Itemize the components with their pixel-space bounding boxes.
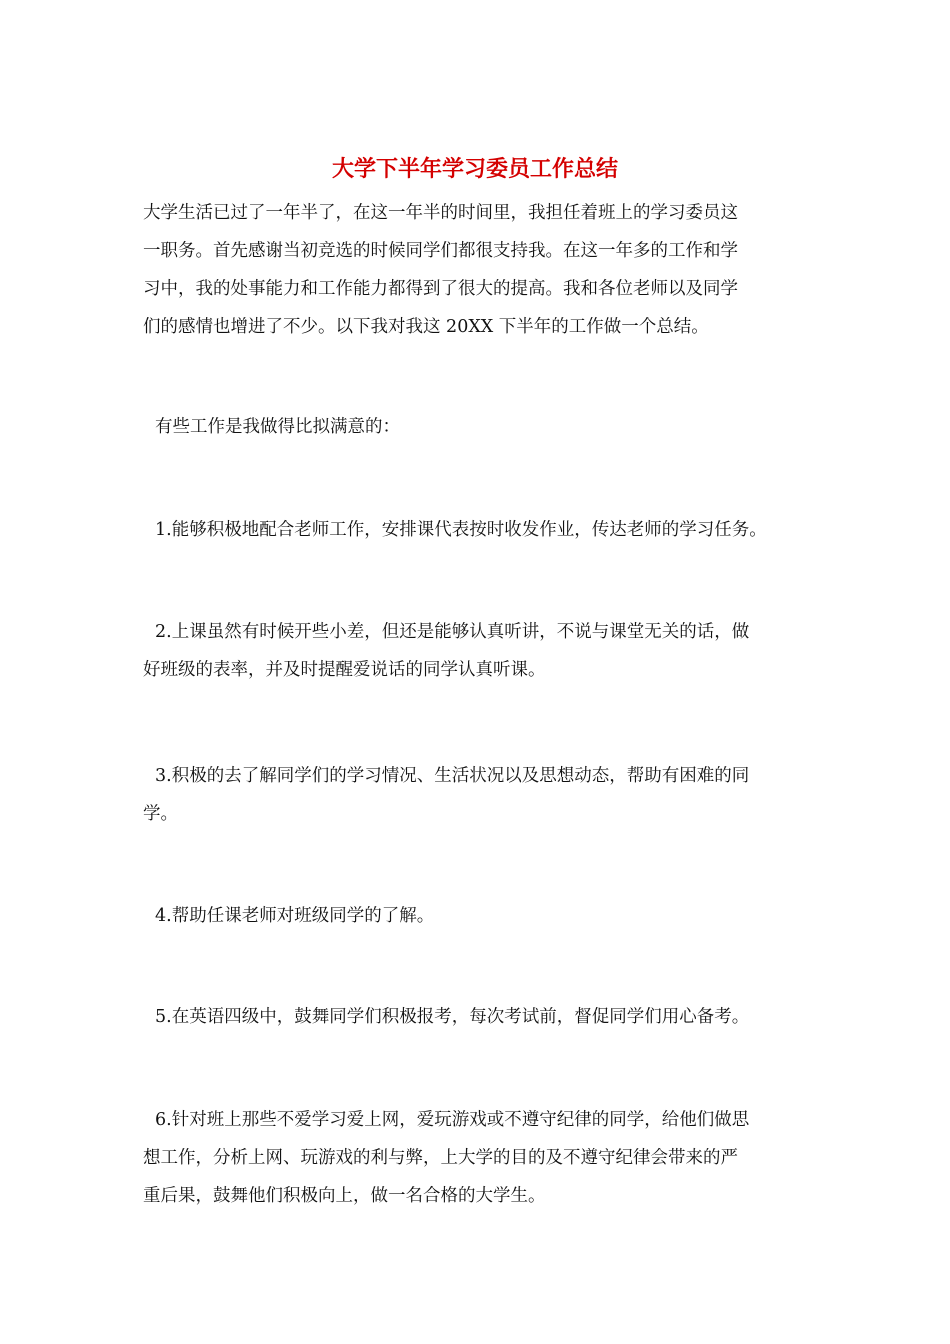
list-item-line: 好班级的表率，并及时提醒爱说话的同学认真听课。: [143, 660, 546, 680]
list-item-line: 1.能够积极地配合老师工作，安排课代表按时收发作业，传达老师的学习任务。: [155, 520, 767, 540]
list-item-line: 重后果，鼓舞他们积极向上，做一名合格的大学生。: [143, 1186, 546, 1206]
satisfied-heading-text: 有些工作是我做得比拟满意的：: [155, 417, 400, 437]
satisfied-heading: [143, 408, 823, 446]
list-item-line: 5.在英语四级中，鼓舞同学们积极报考，每次考试前，督促同学们用心备考。: [155, 1007, 750, 1027]
list-item-3: [143, 757, 823, 833]
list-item-line: 想工作，分析上网、玩游戏的利与弊，上大学的目的及不遵守纪律会带来的严: [143, 1148, 738, 1168]
list-item-6: [143, 1101, 823, 1215]
list-item-line: 学。: [143, 804, 178, 824]
document-title: 大学下半年学习委员工作总结: [331, 157, 618, 182]
list-item-5: [143, 998, 823, 1036]
intro-line: 大学生活已过了一年半了，在这一年半的时间里，我担任着班上的学习委员这: [143, 203, 738, 223]
list-item-1: [143, 511, 823, 549]
intro-line: 一职务。首先感谢当初竞选的时候同学们都很支持我。在这一年多的工作和学: [143, 241, 738, 261]
list-item-line: 2.上课虽然有时候开些小差，但还是能够认真听讲，不说与课堂无关的话，做: [155, 622, 750, 642]
list-item-4: [143, 897, 823, 935]
list-item-line: 6.针对班上那些不爱学习爱上网，爱玩游戏或不遵守纪律的同学，给他们做思: [155, 1110, 750, 1130]
intro-line: 们的感情也增进了不少。以下我对我这 20XX 下半年的工作做一个总结。: [143, 317, 709, 337]
intro-line: 习中，我的处事能力和工作能力都得到了很大的提高。我和各位老师以及同学: [143, 279, 738, 299]
list-item-2: [143, 613, 823, 689]
list-item-line: 4.帮助任课老师对班级同学的了解。: [155, 906, 435, 926]
intro-paragraph: [143, 194, 823, 346]
list-item-line: 3.积极的去了解同学们的学习情况、生活状况以及思想动态，帮助有困难的同: [155, 766, 750, 786]
